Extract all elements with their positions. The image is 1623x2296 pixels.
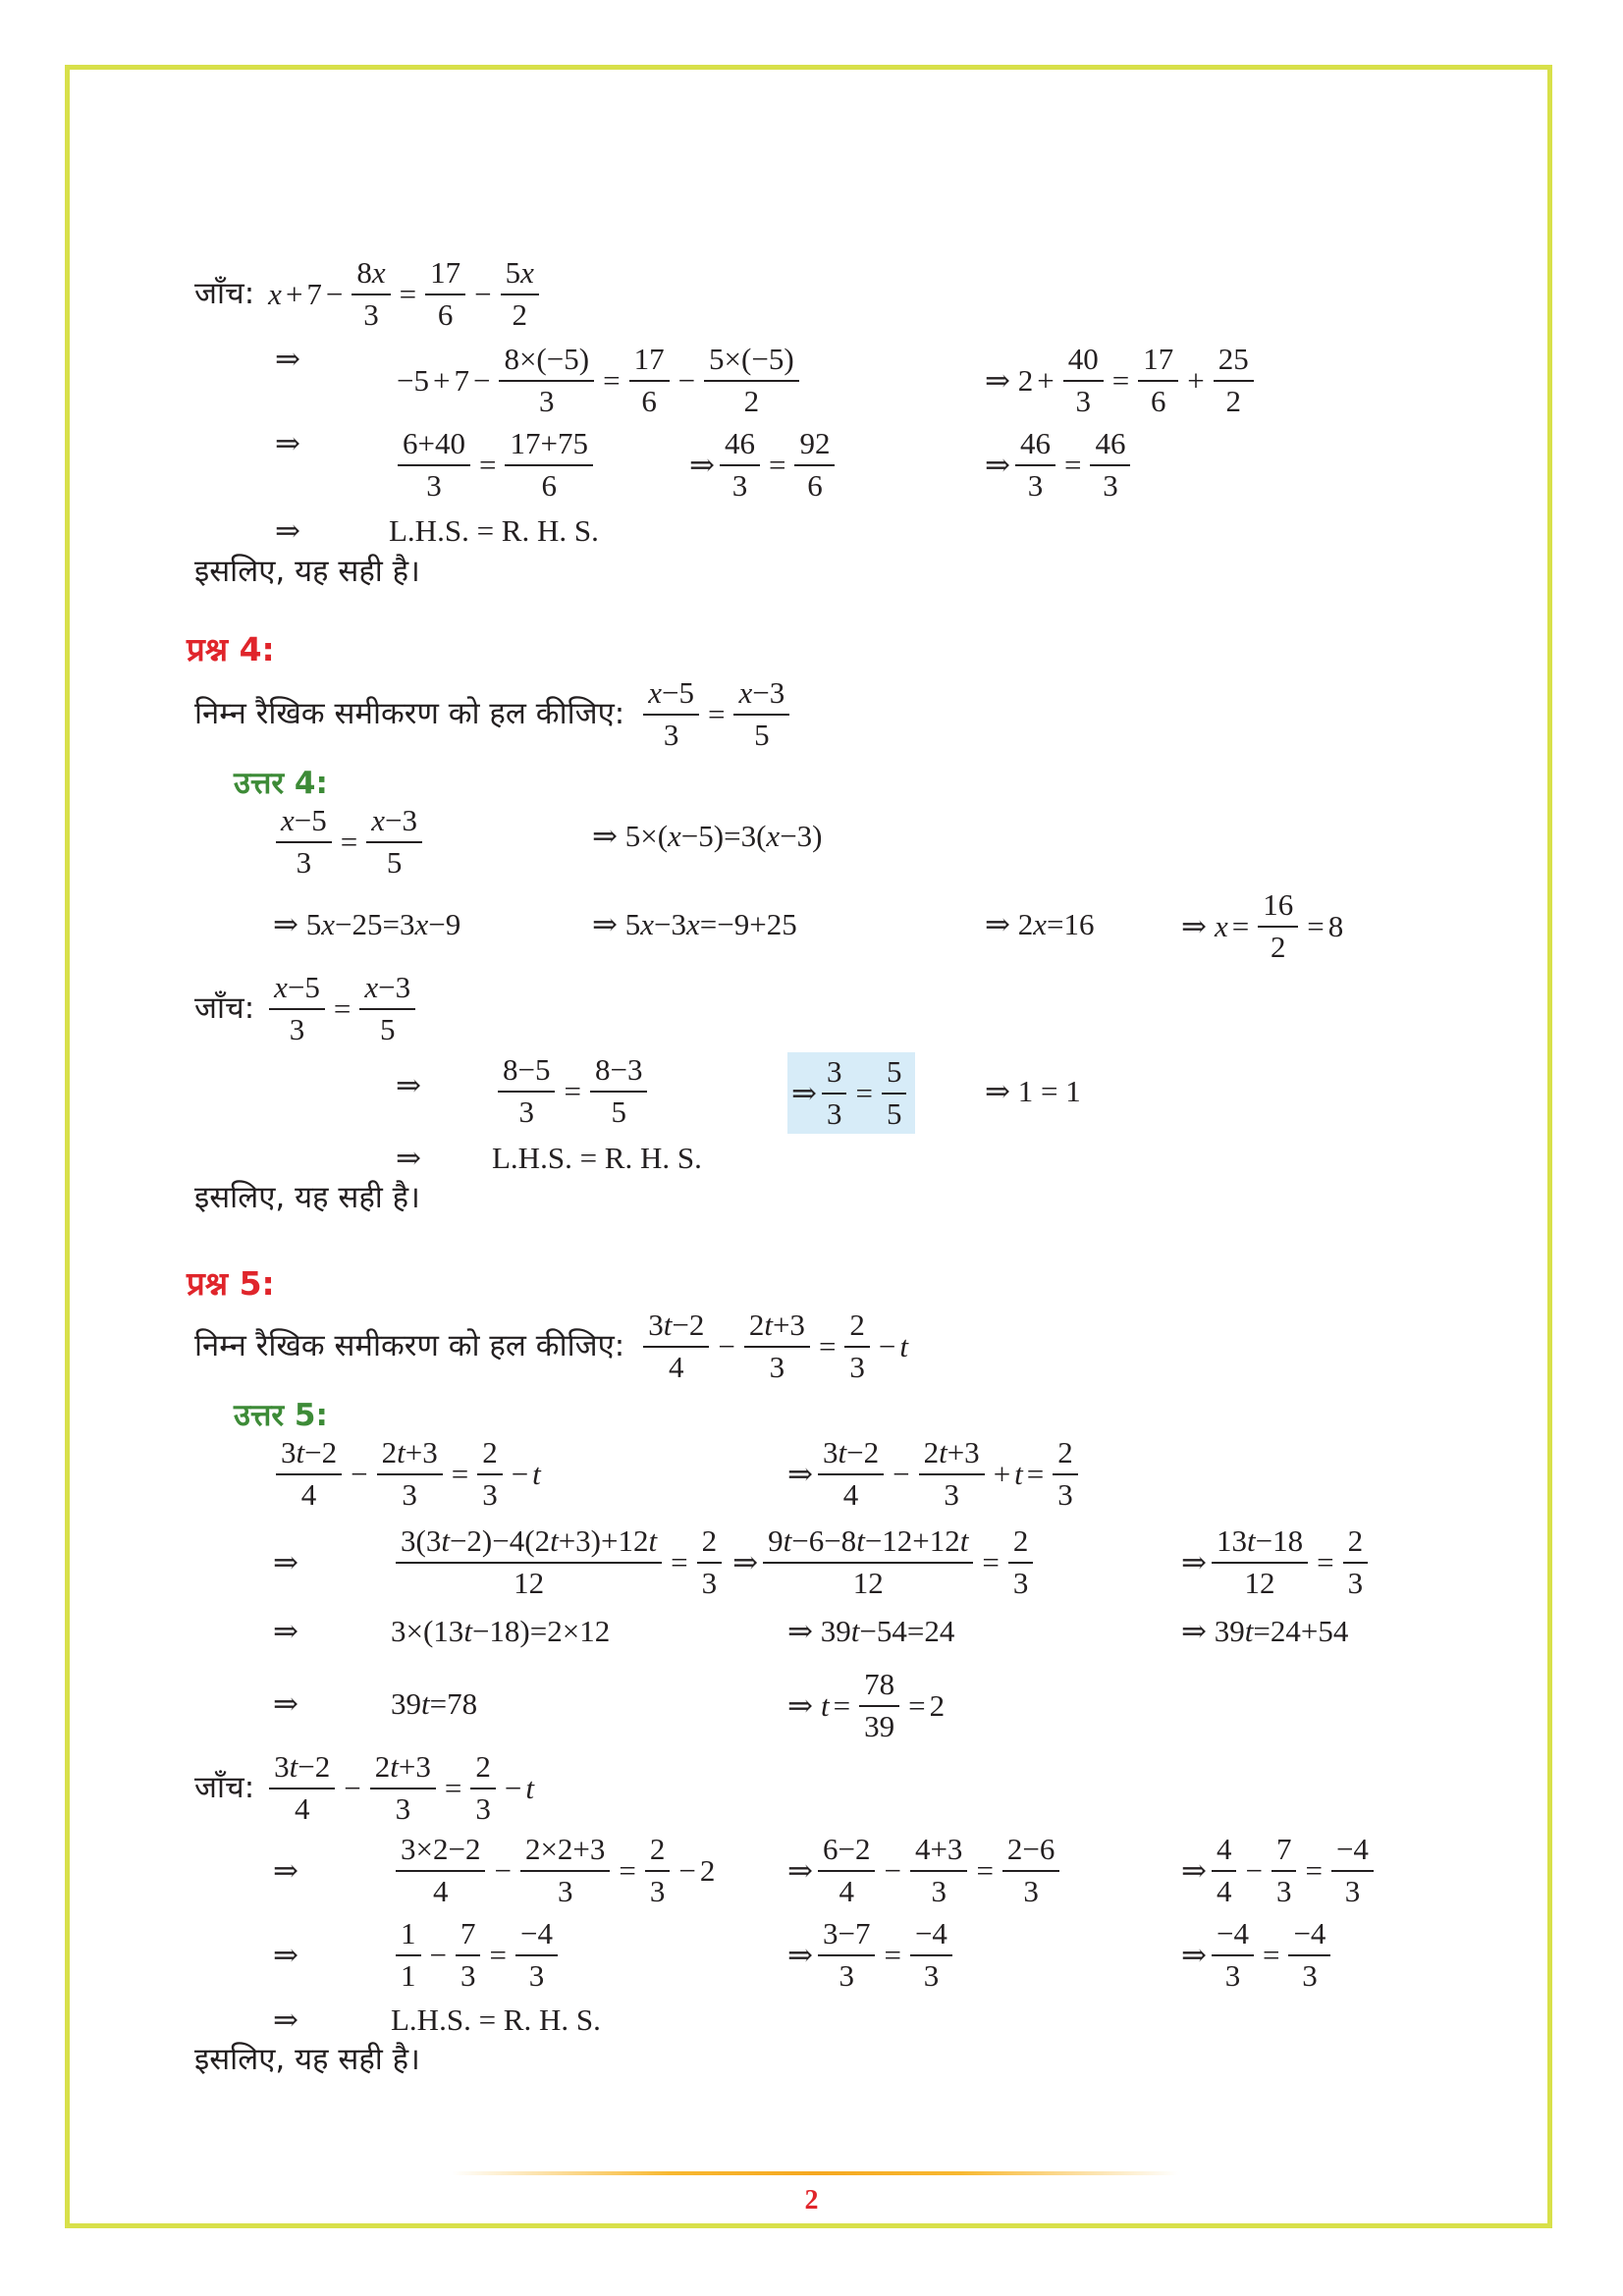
page-number: 2 — [804, 2185, 819, 2216]
check-line-q3: जाँच: x + 7 − $\frac{8x}{3}$ = $\frac{17}{6}$ − $\frac{5x}{2}$ — [194, 257, 544, 331]
a5-step-3a: ⇒ 3×(13 t −18)=2×12 — [273, 1614, 611, 1648]
q3-step-1c: ⇒ 2 + $\frac{40}{3}$ = $\frac{17}{6}$ + $\frac{25}{2}$ — [985, 344, 1259, 417]
q3-step-2c: ⇒ $\frac{46}{3}$ = $\frac{92}{6}$ — [689, 428, 839, 502]
q5-conclusion: इसलिए, यह सही है। — [194, 2042, 420, 2077]
answer-4-heading: उत्तर 4: — [234, 766, 328, 801]
a5-check-2c: ⇒ $\frac{3-7}{3}$ = $\frac{-4}{3}$ — [787, 1918, 957, 1992]
a5-step-2c: ⇒ $\frac{13t-18}{12}$ = $\frac{2}{3}$ — [1181, 1525, 1373, 1599]
a5-step-4b: ⇒ t = $\frac{78}{39}$ = 2 — [787, 1667, 946, 1743]
q3-step-1a: ⇒ — [275, 342, 300, 376]
a4-check-1a: ⇒ — [396, 1068, 421, 1102]
a5-step-3b: ⇒ 39 t −54=24 — [787, 1614, 955, 1648]
a4-step-2c: ⇒ 2 x =16 — [985, 907, 1095, 941]
q3-step-2a: ⇒ — [275, 426, 300, 460]
a4-check-1c: ⇒ $\frac{3}{3}$ = $\frac{5}{5}$ — [787, 1052, 915, 1134]
question-5-prompt: निम्न रैखिक समीकरण को हल कीजिए: 3t−2 4 − $\frac{2t+3}{3}$ = $\frac{2}{3}$ − t — [194, 1308, 909, 1384]
a5-step-4a: ⇒ 39 t =78 — [273, 1686, 478, 1721]
a4-step-2b: ⇒ 5 x −3 x =−9+25 — [592, 907, 797, 941]
check-label: जाँच: — [194, 276, 255, 312]
answer-5-heading: उत्तर 5: — [234, 1398, 328, 1433]
a5-step-3c: ⇒ 39 t =24+54 — [1181, 1614, 1349, 1648]
q4-lhs-rhs: ⇒ L.H.S. = R. H. S. — [396, 1141, 702, 1175]
a4-step-1a: $\frac{x-5}{3}$ = $\frac{x-3}{5}$ — [271, 805, 427, 879]
q3-lhs-rhs: ⇒ L.H.S. = R. H. S. — [275, 513, 599, 548]
a4-check-1b: $\frac{8-5}{3}$ = $\frac{8-3}{5}$ — [493, 1054, 652, 1128]
question-4-heading: प्रश्न 4: — [187, 630, 275, 668]
q3-conclusion: इसलिए, यह सही है। — [194, 554, 420, 589]
a5-step-1a: 3t−2 4 − $\frac{2t+3}{3}$ = $\frac{2}{3}$ − t — [271, 1437, 541, 1511]
q3-step-1b: −5 + 7 − $\frac{8\times(-5)}{3}$ = $\frac{17}{6}$ − $\frac{5\times(-5)}{2}$ — [397, 344, 804, 417]
a5-check-2b: 1 1 − $\frac{7}{3}$ = $\frac{-4}{3}$ — [391, 1918, 563, 1992]
q3-step-2d: ⇒ $\frac{46}{3}$ = $\frac{46}{3}$ — [985, 428, 1135, 502]
a5-check-2d: ⇒ $\frac{-4}{3}$ = $\frac{-4}{3}$ — [1181, 1918, 1335, 1992]
a4-step-2d: ⇒ x = $\frac{16}{2}$ = 8 — [1181, 887, 1344, 964]
footer-rule — [452, 2171, 1178, 2175]
a5-check-1a: ⇒ — [273, 1853, 298, 1888]
q4-conclusion: इसलिए, यह सही है। — [194, 1180, 420, 1215]
a4-step-1b: ⇒ 5×( x −5)=3( x −3) — [592, 819, 823, 853]
a5-check-1b: 3×2−2 4 − $\frac{2\times 2+3}{3}$ = $\frac{2}{3}$ − 2 — [391, 1834, 715, 1907]
a4-step-2a: ⇒ 5 x −25=3 x −9 — [273, 907, 461, 941]
a5-check-2a: ⇒ — [273, 1938, 298, 1972]
question-4-prompt: निम्न रैखिक समीकरण को हल कीजिए: $\frac{x-5}{3}$ = $\frac{x-3}{5}$ — [194, 677, 794, 751]
q3-step-2b: $\frac{6+40}{3}$ = $\frac{17+75}{6}$ — [393, 428, 598, 502]
question-5-heading: प्रश्न 5: — [187, 1264, 275, 1303]
a5-step-1b: ⇒ 3t−2 4 − $\frac{2t+3}{3}$ + t = $\frac{2}{3}$ — [787, 1437, 1083, 1511]
a5-check-1c: ⇒ 6−2 4 − $\frac{4+3}{3}$ = $\frac{2-6}{3}$ — [787, 1834, 1064, 1907]
a5-step-2a: ⇒ — [273, 1545, 298, 1579]
a5-check-1d: ⇒ 4 4 − $\frac{7}{3}$ = $\frac{-4}{3}$ — [1181, 1834, 1379, 1907]
a5-step-2b: $\frac{3(3t-2)-4(2t+3)+12t}{12}$ = $\frac{2}{3}$ ⇒ $\frac{9t-6-8t-12+12t}{12}$ = $\frac{2}{3}$ — [391, 1525, 1038, 1599]
a4-check-1d: ⇒ 1 = 1 — [985, 1074, 1081, 1108]
q5-lhs-rhs: ⇒ L.H.S. = R. H. S. — [273, 2002, 601, 2037]
check-line-q5: जाँच: 3t−2 4 − $\frac{2t+3}{3}$ = $\frac{2}{3}$ − t — [194, 1749, 534, 1826]
check-line-q4: जाँच: $\frac{x-5}{3}$ = $\frac{x-3}{5}$ — [194, 972, 420, 1045]
